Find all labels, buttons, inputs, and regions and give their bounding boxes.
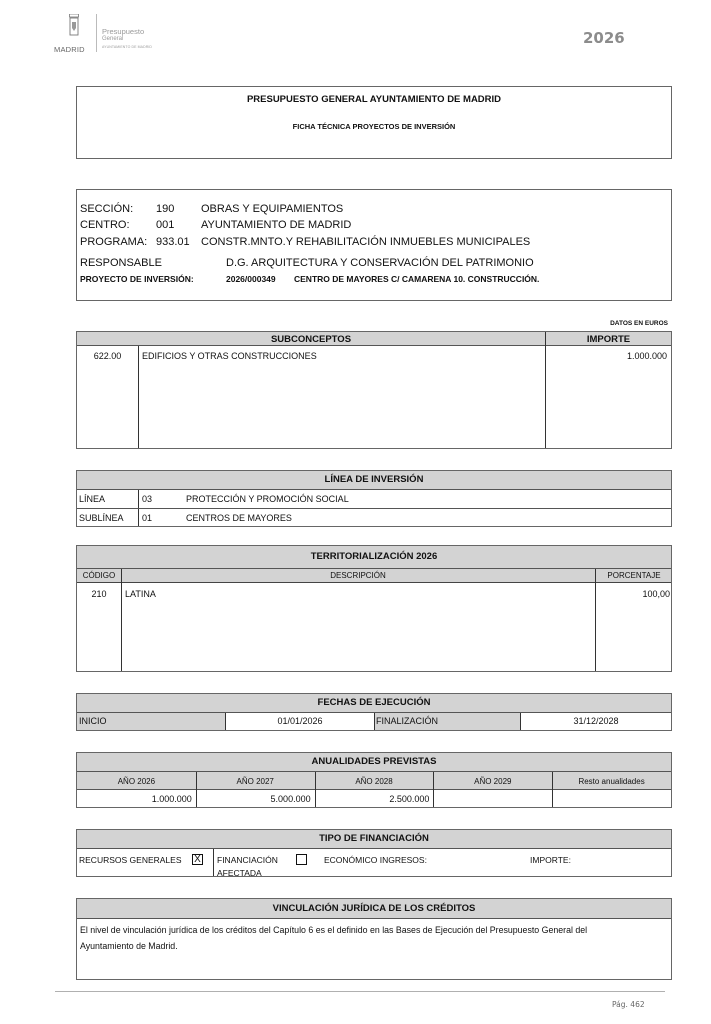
subconcepto-code: 622.00	[93, 351, 122, 361]
territorio-percentage: 100,00	[642, 589, 670, 599]
anualidades-table	[76, 752, 672, 808]
linea-label: LÍNEA	[79, 494, 106, 504]
proyecto-label: PROYECTO DE INVERSIÓN:	[80, 274, 194, 284]
logo-line1: Presupuesto	[102, 27, 145, 36]
programa-name: CONSTR.MNTO.Y REHABILITACIÓN INMUEBLES MUNICIPALES	[201, 236, 531, 248]
economico-ingresos-label: ECONÓMICO INGRESOS:	[324, 855, 427, 865]
budget-year: 2026	[583, 29, 625, 47]
sublinea-label: SUBLÍNEA	[79, 513, 124, 523]
footer-divider	[55, 991, 665, 992]
column-divider	[433, 772, 434, 807]
anualidad-column-header: AÑO 2026	[117, 777, 156, 786]
fin-label-cell	[375, 713, 520, 730]
anualidad-column-header: AÑO 2027	[236, 777, 274, 786]
linea-inversion-table	[76, 470, 672, 527]
importe-header: IMPORTE	[586, 334, 631, 345]
linea-description: PROTECCIÓN Y PROMOCIÓN SOCIAL	[186, 494, 349, 504]
column-divider	[121, 569, 122, 671]
recursos-generales-label: RECURSOS GENERALES	[79, 855, 182, 865]
financiacion-afectada-checkbox[interactable]	[296, 854, 307, 865]
responsable-label: RESPONSABLE	[80, 257, 162, 269]
column-divider	[552, 772, 553, 807]
anualidad-value: 1.000.000	[151, 794, 192, 804]
importe-label: IMPORTE:	[530, 855, 571, 865]
centro-label: CENTRO:	[80, 219, 130, 231]
vinculacion-header: VINCULACIÓN JURÍDICA DE LOS CRÉDITOS	[77, 899, 671, 919]
project-info-box	[76, 189, 672, 301]
sublinea-code: 01	[142, 513, 153, 523]
madrid-crest-icon	[69, 14, 79, 36]
inicio-date: 01/01/2026	[277, 716, 323, 726]
row-divider	[77, 508, 671, 509]
column-divider	[138, 346, 139, 448]
currency-note: DATOS EN EUROS	[610, 320, 668, 327]
anualidad-value: 5.000.000	[270, 794, 311, 804]
column-divider	[545, 332, 546, 448]
inicio-label-cell	[77, 713, 225, 730]
subconcepto-description: EDIFICIOS Y OTRAS CONSTRUCCIONES	[142, 351, 317, 361]
proyecto-code: 2026/000349	[226, 274, 276, 284]
fin-date: 31/12/2028	[573, 716, 619, 726]
inicio-label: INICIO	[79, 716, 107, 726]
vinculacion-text-line2: Ayuntamiento de Madrid.	[80, 941, 178, 951]
responsable-name: D.G. ARQUITECTURA Y CONSERVACIÓN DEL PATRIMONIO	[226, 257, 534, 269]
logo-line3: AYUNTAMIENTO DE MADRID	[102, 45, 153, 49]
seccion-name: OBRAS Y EQUIPAMIENTOS	[201, 203, 344, 215]
financiacion-header: TIPO DE FINANCIACIÓN	[77, 830, 671, 849]
porcentaje-column-header: PORCENTAJE	[607, 571, 661, 580]
anualidad-column-header: AÑO 2028	[355, 777, 393, 786]
recursos-generales-checkbox[interactable]: X	[192, 854, 203, 865]
financiacion-afectada-label-1: FINANCIACIÓN	[217, 855, 278, 865]
logo-line2: General	[102, 36, 124, 42]
descripcion-column-header: DESCRIPCIÓN	[330, 571, 386, 580]
column-divider	[315, 772, 316, 807]
madrid-logo	[52, 12, 172, 52]
anualidad-value: 2.500.000	[389, 794, 430, 804]
anualidades-header: ANUALIDADES PREVISTAS	[77, 753, 671, 772]
page-number: Pág. 462	[612, 1000, 645, 1009]
seccion-label: SECCIÓN:	[80, 203, 134, 215]
subconceptos-header-row	[77, 332, 671, 346]
fin-label: FINALIZACIÓN	[376, 716, 439, 726]
territorializacion-column-headers	[77, 569, 671, 583]
title-box	[76, 86, 672, 159]
column-divider	[595, 569, 596, 671]
fechas-header: FECHAS DE EJECUCIÓN	[77, 694, 671, 713]
column-divider	[213, 849, 214, 876]
seccion-code: 190	[156, 203, 175, 215]
document-subtitle: FICHA TÉCNICA PROYECTOS DE INVERSIÓN	[292, 122, 456, 131]
territorio-description: LATINA	[125, 589, 156, 599]
anualidad-column-header: Resto anualidades	[578, 777, 645, 786]
financiacion-afectada-label-2: AFECTADA	[217, 868, 262, 878]
centro-code: 001	[156, 219, 175, 231]
linea-inversion-header: LÍNEA DE INVERSIÓN	[77, 471, 671, 490]
subconceptos-header: SUBCONCEPTOS	[270, 334, 352, 345]
codigo-column-header: CÓDIGO	[82, 571, 116, 580]
linea-code: 03	[142, 494, 153, 504]
subconcepto-importe: 1.000.000	[626, 351, 667, 361]
vinculacion-text-line1: El nivel de vinculación jurídica de los créditos del Capítulo 6 es el definido en las Bases de Ejecución del Presupuesto General del	[80, 925, 588, 935]
vinculacion-juridica-box	[76, 898, 672, 980]
anualidad-column-header: AÑO 2029	[474, 777, 512, 786]
financiacion-table	[76, 829, 672, 877]
logo-divider	[96, 14, 97, 52]
territorializacion-header: TERRITORIALIZACIÓN 2026	[77, 546, 671, 569]
proyecto-name: CENTRO DE MAYORES C/ CAMARENA 10. CONSTRUCCIÓN.	[294, 274, 540, 284]
territorializacion-table	[76, 545, 672, 672]
subconceptos-table	[76, 331, 672, 449]
column-divider	[196, 772, 197, 807]
programa-label: PROGRAMA:	[80, 236, 148, 248]
logo-city: MADRID	[54, 45, 85, 54]
territorio-code: 210	[91, 589, 107, 599]
sublinea-description: CENTROS DE MAYORES	[186, 513, 292, 523]
document-title: PRESUPUESTO GENERAL AYUNTAMIENTO DE MADRID	[246, 94, 502, 105]
programa-code: 933.01	[156, 236, 190, 248]
fechas-ejecucion-table	[76, 693, 672, 731]
centro-name: AYUNTAMIENTO DE MADRID	[201, 219, 352, 231]
